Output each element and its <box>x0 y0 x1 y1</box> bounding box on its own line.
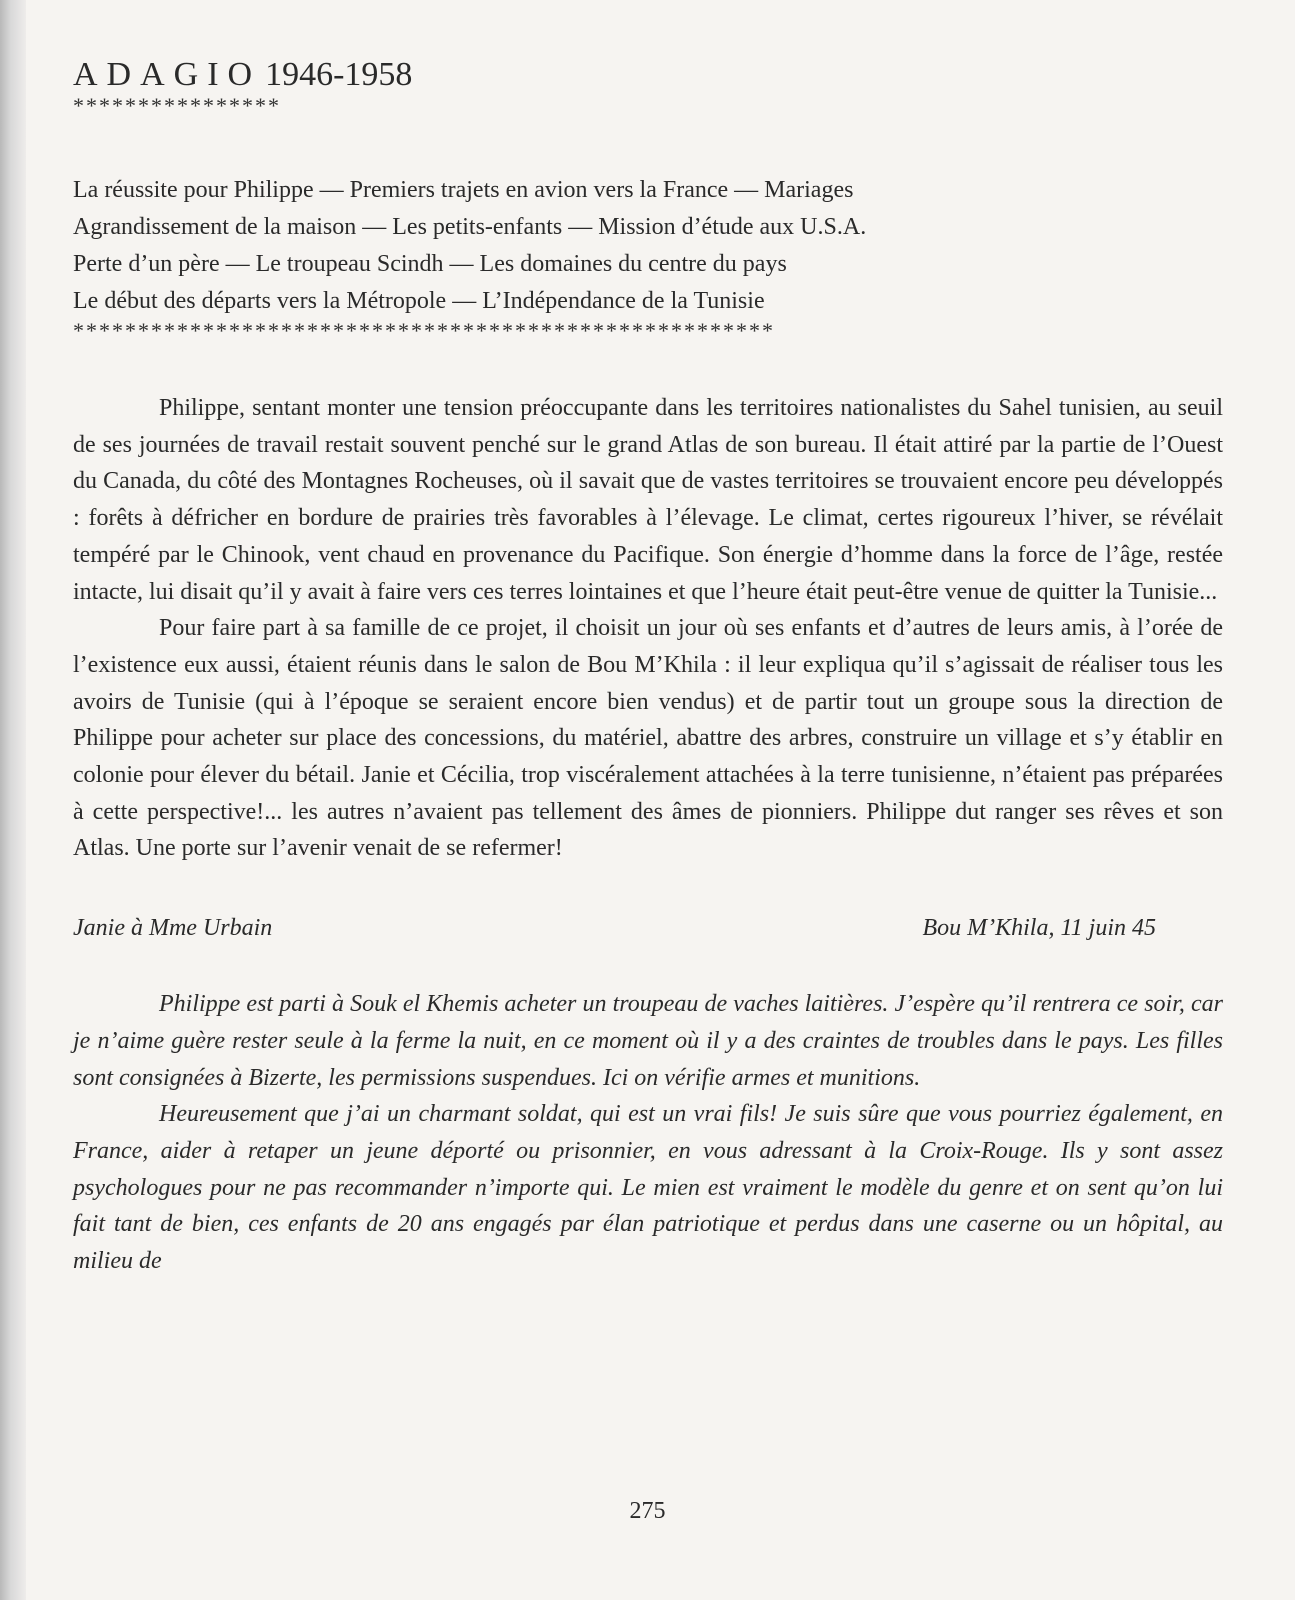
summary-line: Agrandissement de la maison — Les petits-enfants — Mission d’étude aux U.S.A. <box>73 214 867 240</box>
letter-place-date: Bou M’Khila, 11 juin 45 <box>922 915 1156 942</box>
letter-paragraph: Philippe est parti à Souk el Khemis acheter un troupeau de vaches laitières. J’espère qu’il rentrera ce soir, car je n’aime guère rester seule à la ferme la nuit, en ce moment où il y a des craintes de troubles dans le pays. Les filles sont consignées à Bizerte, les permissions suspendues. Ici on vérifie armes et munitions. <box>73 991 1223 1091</box>
chapter-title <box>73 55 1223 95</box>
letter-correspondents: Janie à Mme Urbain <box>73 915 273 942</box>
chapter-summary <box>73 172 1223 320</box>
narrative-paragraph: Philippe, sentant monter une tension préoccupante dans les territoires nationalistes du Sahel tunisien, au seuil de ses journées de travail restait souvent penché sur le grand Atlas de son bureau. Il était attiré par la partie de l’Ouest du Canada, du côté des Montagnes Rocheuses, où il savait que de vastes territoires se trouvaient encore peu développés : forêts à défricher en bordure de prairies très favorables à l’élevage. Le climat, certes rigoureux l’hiver, se révélait tempéré par le Chinook, vent chaud en provenance du Pacifique. Son énergie d’homme dans la force de l’âge, restée intacte, lui disait qu’il y avait à faire vers ces terres lointaines et que l’heure était peut-être venue de quitter la Tunisie... <box>73 395 1223 605</box>
chapter-years: 1946-1958 <box>265 56 413 93</box>
title-star-divider: **************** <box>73 95 281 117</box>
narrative-paragraph: Pour faire part à sa famille de ce projet, il choisit un jour où ses enfants et d’autres de leurs amis, à l’orée de l’existence eux aussi, étaient réunis dans le salon de Bou M’Khila : il leur expliqua qu’il s’agissait de réaliser tous les avoirs de Tunisie (qui à l’époque se seraient encore bien vendus) et de partir tout un groupe sous la direction de Philippe pour acheter sur place des concessions, du matériel, abattre des arbres, construire un village et s’y établir en colonie pour élever du bétail. Janie et Cécilia, trop viscéralement attachées à la terre tunisienne, n’étaient pas préparées à cette perspective!... les autres n’avaient pas tellement des âmes de pionniers. Philippe dut ranger ses rêves et son Atlas. Une porte sur l’avenir venait de se refermer! <box>73 615 1223 862</box>
letter-paragraph: Heureusement que j’ai un charmant soldat, qui est un vrai fils! Je suis sûre que vous pourriez également, en France, aider à retaper un jeune déporté ou prisonnier, en vous adressant à la Croix-Rouge. Ils y sont assez psychologues pour ne pas recommander n’importe qui. Le mien est vraiment le modèle du genre et on sent qu’on lui fait tant de bien, ces enfants de 20 ans engagés par élan patriotique et perdus dans une caserne ou un hôpital, au milieu de <box>73 1101 1223 1275</box>
summary-line: La réussite pour Philippe — Premiers trajets en avion vers la France — Mariages <box>73 177 854 203</box>
summary-line: Perte d’un père — Le troupeau Scindh — Les domaines du centre du pays <box>73 251 787 277</box>
book-gutter-shadow <box>0 0 26 1600</box>
page-number: 275 <box>629 1498 666 1524</box>
narrative-text <box>73 390 1223 867</box>
letter-header <box>73 910 1156 946</box>
letter-body <box>73 986 1223 1280</box>
page-content <box>73 55 1223 1280</box>
summary-star-divider: ****************************************************** <box>73 320 775 342</box>
chapter-title-word: ADAGIO <box>73 56 262 93</box>
summary-line: Le début des départs vers la Métropole — L’Indépendance de la Tunisie <box>73 288 765 314</box>
